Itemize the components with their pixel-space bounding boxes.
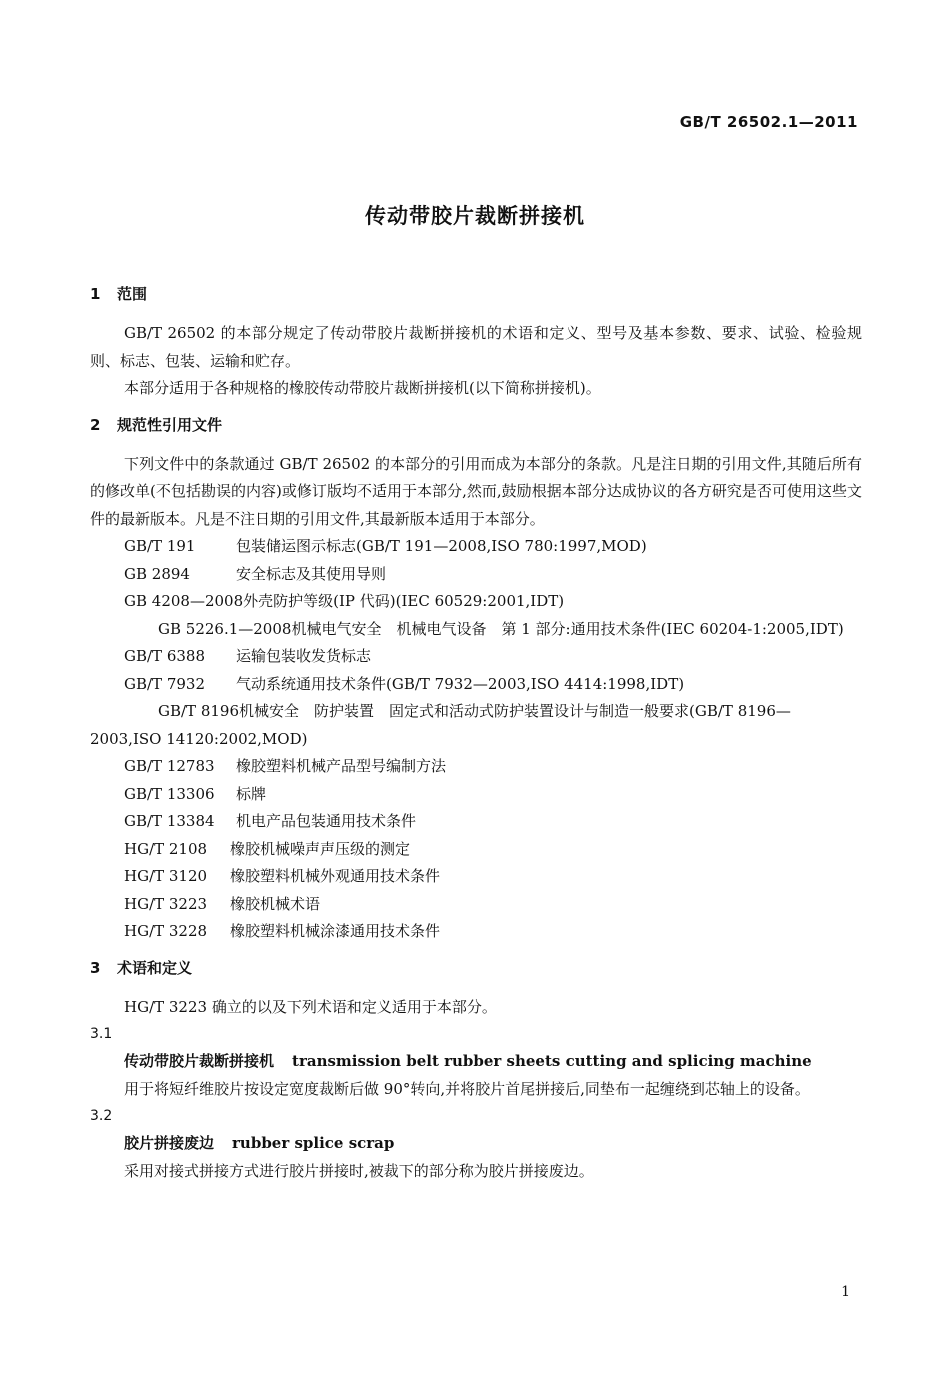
reference-title: 包装储运图示标志(GB/T 191—2008,ISO 780:1997,MOD) [236,537,647,555]
term-number: 3.2 [90,1108,113,1124]
reference-item [90,671,862,699]
reference-title: 机械电气安全 机械电气设备 第 1 部分:通用技术条件(IEC 60204-1:2005,IDT) [291,619,844,638]
reference-item [90,698,862,753]
paragraph: 本部分适用于各种规格的橡胶传动带胶片裁断拼接机(以下简称拼接机)。 [124,379,601,397]
section-number: 2 [90,415,101,434]
reference-code: GB 2894 [124,564,190,583]
term-entry [90,1130,862,1158]
reference-item [90,753,862,781]
term-number: 3.1 [90,1026,113,1042]
section-heading-normative-references [90,413,862,437]
paragraph: 下列文件中的条款通过 GB/T 26502 的本部分的引用而成为本部分的条款。凡是注日期的引用文件,其随后所有的修改单(不包括勘误的内容)或修订版均不适用于本部分,然而,鼓励根据本部分达成协议的各方研究是否可使用这些文件的最新版本。凡是不注日期的引用文件,其最新版本适用于本部分。 [90,454,862,528]
reference-title: 标牌 [236,784,267,803]
standard-code: GB/T 26502.1—2011 [679,113,858,131]
section-number: 1 [90,285,101,303]
reference-title: 橡胶塑料机械涂漆通用技术条件 [230,922,441,940]
reference-title: 运输包装收发货标志 [236,647,372,665]
reference-item [90,643,862,671]
section-title: 规范性引用文件 [117,415,223,434]
reference-title: 橡胶机械噪声声压级的测定 [230,839,411,858]
reference-title: 安全标志及其使用导则 [236,564,387,583]
section-heading-terms-and-definitions [90,956,862,980]
reference-item [90,808,862,836]
term-chinese: 胶片拼接废边 [124,1134,215,1152]
page-number: 1 [841,1284,850,1300]
section-title: 术语和定义 [117,958,193,977]
reference-code: HG/T 2108 [124,839,208,858]
reference-item [90,588,862,616]
paragraph: GB/T 26502 的本部分规定了传动带胶片裁断拼接机的术语和定义、型号及基本参数、要求、试验、检验规则、标志、包装、运输和贮存。 [90,324,862,370]
reference-code: HG/T 3228 [124,922,208,940]
reference-code: GB/T 12783 [124,757,215,775]
reference-title: 橡胶机械术语 [230,894,321,913]
reference-title: 橡胶塑料机械外观通用技术条件 [230,867,441,885]
document-body [90,282,862,1185]
reference-item [90,561,862,589]
section-number: 3 [90,958,101,977]
reference-code: GB 5226.1—2008 [158,619,292,638]
paragraph: HG/T 3223 确立的以及下列术语和定义适用于本部分。 [124,997,497,1016]
section-title: 范围 [117,285,148,303]
reference-item [90,616,862,644]
reference-title: 机械安全 防护装置 固定式和活动式防护装置设计与制造一般要求(GB/T 8196—2003,ISO 14120:2002,MOD) [90,702,791,748]
term-english: rubber splice scrap [232,1134,395,1152]
reference-item [90,836,862,864]
reference-code: GB 4208—2008 [124,592,244,610]
reference-code: GB/T 13384 [124,812,215,830]
term-entry [90,1048,862,1076]
reference-item [90,781,862,809]
reference-code: GB/T 6388 [124,647,206,665]
reference-code: GB/T 13306 [124,784,215,803]
term-definition: 用于将短纤维胶片按设定宽度裁断后做 90°转向,并将胶片首尾拼接后,同垫布一起缠绕到芯轴上的设备。 [124,1079,810,1098]
reference-code: HG/T 3120 [124,867,208,885]
reference-code: GB/T 8196 [158,702,240,720]
reference-item [90,533,862,561]
reference-code: GB/T 191 [124,537,196,555]
reference-item [90,918,862,946]
section-heading-scope [90,282,862,306]
term-definition: 采用对接式拼接方式进行胶片拼接时,被裁下的部分称为胶片拼接废边。 [124,1161,594,1180]
reference-title: 外壳防护等级(IP 代码)(IEC 60529:2001,IDT) [243,592,565,610]
term-english: transmission belt rubber sheets cutting and splicing machine [292,1052,812,1070]
reference-title: 橡胶塑料机械产品型号编制方法 [236,757,447,775]
reference-code: HG/T 3223 [124,894,208,913]
reference-item [90,863,862,891]
reference-title: 气动系统通用技术条件(GB/T 7932—2003,ISO 4414:1998,IDT) [236,674,685,693]
reference-title: 机电产品包装通用技术条件 [236,812,417,830]
reference-code: GB/T 7932 [124,674,206,693]
term-chinese: 传动带胶片裁断拼接机 [124,1052,275,1070]
document-title: 传动带胶片裁断拼接机 [365,204,585,228]
reference-item [90,891,862,919]
